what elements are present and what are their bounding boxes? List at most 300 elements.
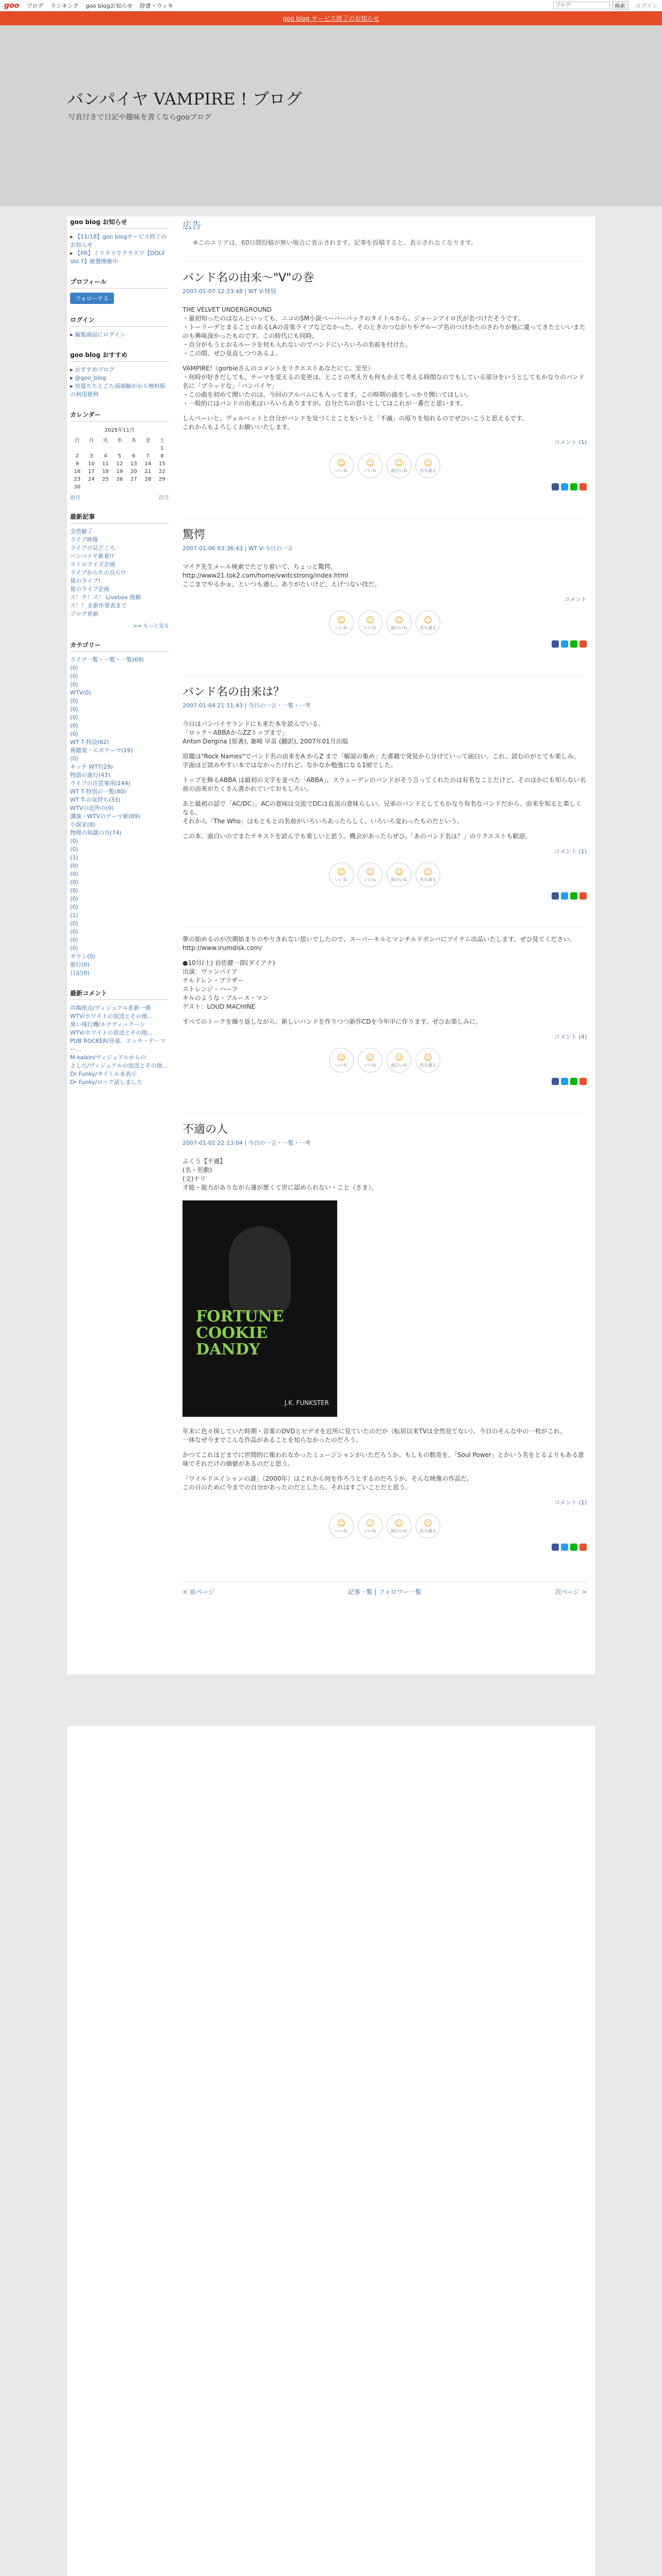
smile-icon: ☺ (394, 457, 404, 468)
reaction-label: いいね (335, 468, 347, 473)
calendar-day: 26 (116, 477, 123, 482)
comment-block (70, 988, 169, 1087)
list-item (70, 763, 169, 771)
calendar-day: 5 (118, 453, 122, 459)
sidebar-link[interactable]: 日記(0) (70, 970, 90, 976)
top-bar (0, 0, 662, 11)
smile-icon: ☺ (366, 1518, 375, 1528)
reaction-button[interactable] (329, 611, 354, 635)
smile-icon: ☺ (337, 1052, 346, 1062)
share-icon[interactable] (552, 892, 559, 900)
reaction-label: 名も通る (420, 877, 436, 882)
sidebar-link[interactable]: ライブ映像 (70, 536, 98, 543)
sidebar-link[interactable]: (1) (70, 854, 78, 861)
list-item (70, 821, 169, 829)
follow-button[interactable]: フォローする (70, 293, 114, 304)
reaction-label: 名も通る (420, 625, 436, 630)
calendar-day: 6 (132, 453, 136, 459)
list-item (70, 829, 169, 837)
search-button[interactable]: 検索 (612, 1, 628, 10)
list-item: ▸ @goo_blog (70, 375, 106, 381)
sidebar-link[interactable]: 全然魅了 (70, 528, 93, 535)
sidebar-heading: goo blog お知らせ (70, 216, 169, 229)
reaction-button[interactable] (416, 1048, 440, 1073)
calendar-day (98, 483, 112, 491)
sidebar-link[interactable]: (0) (70, 673, 78, 680)
calendar-day: 9 (75, 461, 79, 467)
pager (183, 1582, 587, 1596)
sidebar-link[interactable]: よしだ/ヴィジュアルの放送とその他… (70, 1062, 168, 1069)
smile-icon: ☺ (337, 615, 346, 625)
list-item (70, 953, 169, 961)
sidebar-link[interactable]: (0) (70, 846, 78, 853)
calendar-day: 15 (158, 461, 166, 467)
calendar-nav (70, 493, 169, 501)
sidebar-link[interactable]: ブログ更新 (70, 611, 98, 617)
reaction-button[interactable] (416, 862, 440, 887)
share-icon[interactable] (570, 892, 577, 900)
smile-icon: ☺ (423, 615, 433, 625)
reaction-label: 名も通る (420, 1062, 436, 1067)
reaction-label: いいね (335, 1062, 347, 1067)
reaction-button[interactable] (329, 1514, 354, 1538)
sidebar-link[interactable]: (0) (70, 887, 78, 894)
list-item (70, 1004, 169, 1012)
sidebar-link[interactable]: ライブ一覧・一覧・一覧(69) (70, 656, 144, 663)
calendar-block (70, 409, 169, 501)
post-paragraph: 夢の始めるのが次期始まりのやりきれない思いでしたので、スーパーキルとマンチルドボンバにアイテム出品いたします。ぜひ見てください。http://www.irumdisk.com/ (183, 936, 576, 952)
smile-icon: ☺ (337, 1518, 346, 1528)
list-item (70, 812, 169, 821)
list-item (70, 870, 169, 878)
list-item (70, 681, 169, 689)
sidebar-link[interactable]: (0) (70, 945, 78, 952)
sidebar-link[interactable]: (0) (70, 706, 78, 713)
post-body (183, 1157, 587, 1492)
reaction-label: 面白いね (391, 1528, 407, 1533)
calendar-weekday: 日 (74, 438, 80, 444)
list-item (70, 862, 169, 870)
share-icon[interactable] (561, 483, 568, 490)
smile-icon: ☺ (337, 867, 346, 877)
list-item (70, 561, 169, 569)
reaction-button[interactable] (358, 453, 383, 478)
calendar-day (70, 445, 84, 452)
list-item (70, 697, 169, 705)
sidebar-link[interactable]: ス！ク！ス！ Livebox 他頼 (70, 594, 141, 601)
comment-list (70, 1004, 169, 1087)
calendar-day: 3 (89, 453, 93, 459)
calendar-weekday: 木 (131, 438, 137, 444)
topnav-item[interactable]: goo blogお知らせ (85, 2, 133, 9)
calendar-day: 14 (144, 461, 152, 467)
post-paragraph: ●10月(土) 岩佐健一郎(ダイアナ) 出演：ヴァンパイア テルドレン・ブラザー ストレンジ・ハーフ キルのような・ブルース・マン ゲスト：LOUD MACHINE (183, 959, 275, 1010)
comment-link[interactable]: コメント (1) (554, 848, 587, 855)
sidebar-link[interactable]: (0) (70, 862, 78, 869)
smile-icon: ☺ (394, 615, 404, 625)
calendar-day: 13 (130, 461, 137, 467)
reaction-button[interactable] (329, 862, 354, 887)
list-item (70, 969, 169, 977)
list-item (70, 1012, 169, 1021)
sidebar-link[interactable]: 物語の進行(43) (70, 772, 110, 778)
reaction-label: いいね (364, 877, 376, 882)
reaction-button[interactable] (387, 1048, 411, 1073)
sidebar-link[interactable]: 物理の知識の方(74) (70, 829, 122, 836)
list-item (70, 771, 169, 779)
list-item (70, 895, 169, 903)
calendar-day (98, 445, 112, 452)
site-title[interactable]: バンパイヤ VAMPIRE ! ブログ (67, 89, 302, 109)
calendar-day: 4 (104, 453, 107, 459)
sidebar-link[interactable]: (0) (70, 714, 78, 721)
calendar-day (127, 445, 141, 452)
share-icon[interactable] (580, 640, 587, 648)
list-item: ▸ 編集画面にログイン (70, 331, 126, 338)
calendar-day: 18 (102, 469, 109, 474)
smile-icon: ☺ (366, 1052, 375, 1062)
sidebar-link[interactable]: WT T-の気持ち(33) (70, 796, 121, 803)
sidebar-link[interactable]: (0) (70, 681, 78, 688)
calendar-weekday: 月 (89, 438, 94, 444)
calendar-day (84, 445, 98, 452)
edit-login-link[interactable]: 編集画面にログイン (75, 331, 126, 338)
dvd-cover-image (183, 1200, 337, 1417)
sidebar-link[interactable]: (0) (70, 937, 78, 943)
reaction-button[interactable] (416, 611, 440, 635)
sidebar-link[interactable]: ライブの見どころ (70, 545, 115, 551)
category-block (70, 639, 169, 977)
sidebar-link[interactable]: 【PR】ミリタリでクラスワ【DOLF Vol.7】絶賛開催中 (70, 250, 166, 265)
ad-message: ※このエリアは、60日間投稿が無い場合に表示されます。記事を投稿すると、表示されなくなります。 (193, 239, 477, 246)
share-icon[interactable] (552, 640, 559, 648)
list-item (70, 1070, 169, 1078)
calendar-day: 2 (75, 453, 79, 459)
sidebar-link[interactable]: ライブからたの良ら!! (70, 569, 126, 576)
sidebar-link[interactable]: (0) (70, 879, 78, 886)
sidebar-link[interactable]: バンパイヤ新着!! (70, 553, 114, 560)
sidebar-heading: カテゴリー (70, 639, 169, 652)
list-item (70, 705, 169, 714)
sidebar-link[interactable]: 黒い飛行機/ルナティックーン (70, 1021, 145, 1028)
login-link[interactable]: ログイン (635, 2, 658, 9)
share-icon[interactable] (580, 1544, 587, 1551)
share-icon[interactable] (580, 892, 587, 900)
sidebar-link[interactable]: 講演・WTVのテーマ新(89) (70, 813, 140, 820)
reaction-button[interactable] (416, 453, 440, 478)
post-paragraph: マイク先生メール検索でたどり着いて、ちょっと驚愕。 http://www21.tok2.com/home/vwitcstrong/index.html ここまでやるかぁ。といつも通し、ありがたいけど、えげつない技だ。 (183, 563, 381, 588)
reaction-label: いいね (364, 1062, 376, 1067)
page-gap (0, 1674, 662, 1726)
sidebar-heading: 最新コメント (70, 988, 169, 1000)
list-item (70, 920, 169, 928)
comment-link[interactable]: コメント (1) (554, 439, 587, 446)
reaction-button[interactable] (416, 1514, 440, 1538)
post-title[interactable]: バンド名の由来〜"V"の巻 (183, 272, 315, 284)
share-icon[interactable] (580, 1078, 587, 1085)
smile-icon: ☺ (366, 615, 375, 625)
list-item (70, 1062, 169, 1070)
reaction-label: いいね (364, 625, 376, 630)
page-body (67, 216, 595, 2576)
sidebar-link[interactable]: ダウン(0) (70, 953, 95, 960)
reaction-label: いいね (335, 877, 347, 882)
list-item: ▸ 【PR】ミリタリでクラスワ【DOLF Vol.7】絶賛開催中 (70, 250, 166, 265)
blog-post (183, 518, 587, 658)
reaction-label: 面白いね (391, 1062, 407, 1067)
search-input[interactable] (553, 2, 610, 9)
reaction-button[interactable] (387, 1514, 411, 1538)
calendar-day: 29 (158, 477, 166, 482)
list-item (70, 714, 169, 722)
calendar-day: 23 (74, 477, 81, 482)
sidebar-link[interactable]: 【11/18】goo blogサービス終了のお知らせ (70, 233, 167, 248)
post-paragraph: ふくう【不適】 (名・形動) (文)ナリ 才能・能力がありながら運が悪くて世に認められない・こと（さま）。 (183, 1158, 378, 1191)
post-meta[interactable]: 2007-01-02 22:13:04 | 今日の一言・一覧・一考 (183, 1140, 311, 1146)
smile-icon: ☺ (423, 1518, 433, 1528)
calendar-day: 28 (144, 477, 152, 482)
smile-icon: ☺ (337, 457, 346, 468)
calendar-day (141, 445, 155, 452)
post-body (183, 306, 587, 432)
sidebar-link[interactable]: (0) (70, 895, 78, 902)
reaction-button[interactable] (329, 1048, 354, 1073)
recommend-block (70, 349, 169, 399)
sidebar-link[interactable]: (0) (70, 731, 78, 737)
post-paragraph: 原題は"Rock Names"でバンド名の由来をA からZ まで「解説の集め」た書籍で発見から分けていって面白い。これ、読むのがとても楽しみ。 字面ほど読みやすい本ではなかったけれど、なかなか勉強になる1冊でした。 (183, 753, 580, 769)
share-buttons (183, 640, 587, 648)
post-meta[interactable]: 2007-01-06 03:36:43 | WT V-今日の一言 (183, 545, 293, 552)
sidebar-link[interactable]: (0) (70, 838, 78, 844)
sidebar-link[interactable]: WT T-特別の一覧(80) (70, 788, 126, 795)
calendar-day: 30 (74, 484, 81, 490)
reaction-label: いいね (335, 625, 347, 630)
list-item (70, 911, 169, 920)
comment-link[interactable]: コメント (1) (554, 1499, 587, 1506)
recent-block (70, 511, 169, 629)
calendar-day: 24 (88, 477, 95, 482)
reaction-buttons (183, 862, 587, 887)
list-item (70, 854, 169, 862)
post-meta[interactable]: 2007-01-07 12:23:48 | WT V-特別 (183, 288, 276, 295)
comment-link[interactable]: コメント (4) (554, 1033, 587, 1040)
list-item (70, 594, 169, 602)
list-item (70, 1021, 169, 1029)
sidebar-link[interactable]: ライブの注意事項(144) (70, 780, 130, 787)
list-item (70, 944, 169, 953)
post-paragraph: 年末に色々探していた時期・音楽のDVDとビデオを近所に見ていたのだが（転居以来TVは全然見てない）、今日のそんな中の一枚がこれ。 一体なぜ今までこんな作品があることを知らなかったのだろう。 (183, 1428, 567, 1444)
sidebar-link[interactable]: 夏のライブ! (70, 578, 101, 584)
calendar-day: 17 (88, 469, 95, 474)
list-item (70, 536, 169, 544)
post-title[interactable]: 不適の人 (183, 1123, 228, 1136)
poster-title: FORTUNE COOKIE DANDY (196, 1308, 284, 1359)
post-list (183, 261, 587, 1561)
post-title[interactable]: バンド名の由来は？ (183, 686, 285, 699)
sidebar-link[interactable]: 容量ちちとごた両端解がから無料版の利用便利 (70, 383, 166, 398)
sidebar-link[interactable]: おすすめブログ (75, 366, 115, 373)
sidebar-link[interactable]: WTV/ホワイトの放送とその他… (70, 1013, 153, 1020)
service-notice-link[interactable]: goo blog サービス終了のお知らせ (283, 15, 379, 22)
reaction-label: いいね (364, 468, 376, 473)
reaction-label: 名も通る (420, 1528, 436, 1533)
smile-icon: ☺ (423, 867, 433, 877)
reaction-buttons (183, 1514, 587, 1538)
share-icon[interactable] (570, 1544, 577, 1551)
recent-list (70, 528, 169, 618)
blog-header (0, 25, 662, 206)
list-item (70, 569, 169, 577)
post-paragraph: すべてのトークを繰り返しながら、新しいバンドを作りつつ新作CDを今年中に作ります。ぜひお楽しみに。 (183, 1018, 482, 1025)
calendar-day: 20 (130, 469, 137, 474)
category-list (70, 656, 169, 977)
sidebar-link[interactable]: @goo_blog (75, 375, 106, 381)
sidebar-link[interactable]: (1) (70, 912, 78, 919)
share-icon[interactable] (561, 892, 568, 900)
prev-page-link[interactable]: < 前ページ (183, 1588, 214, 1596)
notice-block (70, 216, 169, 266)
list-item (70, 837, 169, 845)
sidebar-link[interactable]: キッチ WTT(29) (70, 764, 113, 770)
sidebar-link[interactable]: ストロクイズ企画 (70, 561, 115, 568)
reaction-button[interactable] (387, 862, 411, 887)
list-item (70, 738, 169, 747)
calendar-month: 2025年11月 (104, 428, 135, 433)
calendar-day: 10 (88, 461, 95, 467)
sidebar-link[interactable]: Dr Funky/ロック話しました (70, 1079, 143, 1086)
more-link[interactable]: >> もっと見る (133, 623, 169, 629)
sidebar-link[interactable]: ス！！ま新作発表まで (70, 602, 127, 609)
comment-link[interactable]: コメント (564, 596, 587, 603)
reaction-buttons (183, 453, 587, 478)
share-icon[interactable] (552, 1544, 559, 1551)
sidebar-link[interactable]: WTV/ホワイトの放送とその他… (70, 1029, 153, 1036)
calendar-day: 11 (102, 461, 109, 467)
post-paragraph: 今日はバンパイヤランドにも来た本を読んでいる。 「ロック〜ABBAからZZトップまで」 Anton Dergina (原著), 兼崎 早苗 (翻訳), 2007年01月出版 (183, 720, 349, 745)
list-item (70, 528, 169, 536)
post-paragraph: かつてこれほどまでに世間的に報われなかったミュージシャンがいただろうか。もしもの数奇を、「Soul Power」とかいう名をとるよりもある意味でそれだけの価値があるのだと思う。 (183, 1451, 584, 1467)
share-icon[interactable] (552, 483, 559, 490)
share-icon[interactable] (580, 483, 587, 490)
blog-post (183, 675, 587, 910)
sidebar-link[interactable]: 小説家(8) (70, 821, 95, 828)
sidebar-heading: 最新記事 (70, 511, 169, 523)
sidebar-heading: プロフィール (70, 276, 169, 289)
calendar-next-link[interactable]: 次月 (159, 495, 169, 501)
sidebar-link[interactable]: WTVの近所の(9) (70, 805, 114, 811)
sidebar-link[interactable]: (0) (70, 928, 78, 935)
post-meta[interactable]: 2007-01-04 21:11:43 | 今日の一言・一覧・一考 (183, 702, 311, 709)
sidebar-link[interactable]: 旅行(0) (70, 961, 90, 968)
top-nav (26, 2, 178, 10)
sidebar-link[interactable]: (0) (70, 904, 78, 910)
post-footer (183, 847, 587, 855)
list-item (70, 747, 169, 755)
calendar-day: 12 (116, 461, 123, 467)
sidebar-link[interactable]: 視聴覚・エボテーマ(19) (70, 747, 133, 754)
sidebar-link[interactable]: (0) (70, 665, 78, 671)
share-icon[interactable] (570, 1078, 577, 1085)
calendar-day: 22 (158, 469, 166, 474)
reaction-button[interactable] (358, 1048, 383, 1073)
list-item (70, 887, 169, 895)
smile-icon: ☺ (394, 1052, 404, 1062)
sidebar-link[interactable]: Dr Funky/タイトル未表示 (70, 1071, 137, 1077)
smile-icon: ☺ (366, 457, 375, 468)
topnav-item[interactable]: ランキング (50, 2, 79, 9)
sidebar-link[interactable]: (0) (70, 920, 78, 927)
share-icon[interactable] (561, 1544, 568, 1551)
topnav-item[interactable]: ブログ (26, 2, 44, 9)
post-title[interactable]: 驚愕 (183, 529, 206, 541)
sidebar-link[interactable]: M-kaikin/ヴィジュアルからの (70, 1054, 146, 1061)
top-search (553, 1, 658, 10)
list-item (70, 552, 169, 561)
share-icon[interactable] (561, 1078, 568, 1085)
list-item (70, 928, 169, 936)
smile-icon: ☺ (366, 867, 375, 877)
topnav-item[interactable]: 辞書・ウィキ (139, 2, 174, 9)
share-icon[interactable] (561, 640, 568, 648)
post-index-link[interactable]: 記事一覧 | フォロワー一覧 (347, 1588, 422, 1596)
reaction-button[interactable] (387, 611, 411, 635)
reaction-button[interactable] (358, 611, 383, 635)
list-item (70, 1054, 169, 1062)
reaction-button[interactable] (358, 1514, 383, 1538)
calendar-day: 25 (102, 477, 109, 482)
next-page-link[interactable]: 次ページ > (555, 1588, 587, 1596)
calendar-day: 16 (74, 469, 81, 474)
post-body (183, 720, 587, 841)
sidebar-link[interactable]: PUB ROCKER/音楽、エッチ・テーマー… (70, 1038, 166, 1053)
share-buttons (183, 483, 587, 490)
calendar-day: 8 (160, 453, 164, 459)
sidebar-link[interactable]: 夏のライブ企画 (70, 586, 110, 592)
blog-post (183, 261, 587, 501)
list-item (70, 1029, 169, 1037)
calendar-prev-link[interactable]: 前月 (70, 495, 80, 501)
list-item (70, 544, 169, 552)
list-item (70, 1037, 169, 1054)
sidebar-link[interactable]: WTV(0) (70, 689, 91, 696)
sidebar-link[interactable]: (0) (70, 698, 78, 704)
list-item (70, 722, 169, 730)
list-item (70, 610, 169, 618)
calendar-weekday: 土 (159, 438, 165, 444)
calendar-day (127, 483, 141, 491)
list-item (70, 656, 169, 664)
sidebar-heading: カレンダー (70, 409, 169, 421)
post-footer (183, 1498, 587, 1506)
post-paragraph: この本、面白いのでまたテキストを読んでも楽しいと思う。機会があったらぜひ。「あのバンド名は？」のリクエストも歓迎。 (183, 833, 532, 840)
sidebar-link[interactable]: (0) (70, 871, 78, 877)
goo-logo[interactable]: goo (4, 1, 20, 10)
sidebar-link[interactable]: 共鳴原点/ヴィジュアル系新一弾 (70, 1005, 151, 1011)
reaction-button[interactable] (387, 453, 411, 478)
reaction-label: 名も通る (420, 468, 436, 473)
list-item (70, 936, 169, 944)
sidebar-link[interactable]: (0) (70, 722, 78, 729)
sidebar-link[interactable]: (0) (70, 755, 78, 762)
share-icon[interactable] (552, 1078, 559, 1085)
share-icon[interactable] (570, 483, 577, 490)
reaction-button[interactable] (329, 453, 354, 478)
share-icon[interactable] (570, 640, 577, 648)
sidebar-link[interactable]: WT T-特設(62) (70, 739, 109, 745)
list-item (70, 779, 169, 788)
reaction-button[interactable] (358, 862, 383, 887)
post-paragraph: あと最初の話で「AC/DC」。ACの意味は交流でDCは直流の意味らしい。兄弟のバンドとしてもかなり有名なバンドだから、由来を知ると楽しくなる。 それから「The Who」はもともとの名前がいろいろあったらしく、いろいろ変わったものだという。 (183, 800, 582, 825)
